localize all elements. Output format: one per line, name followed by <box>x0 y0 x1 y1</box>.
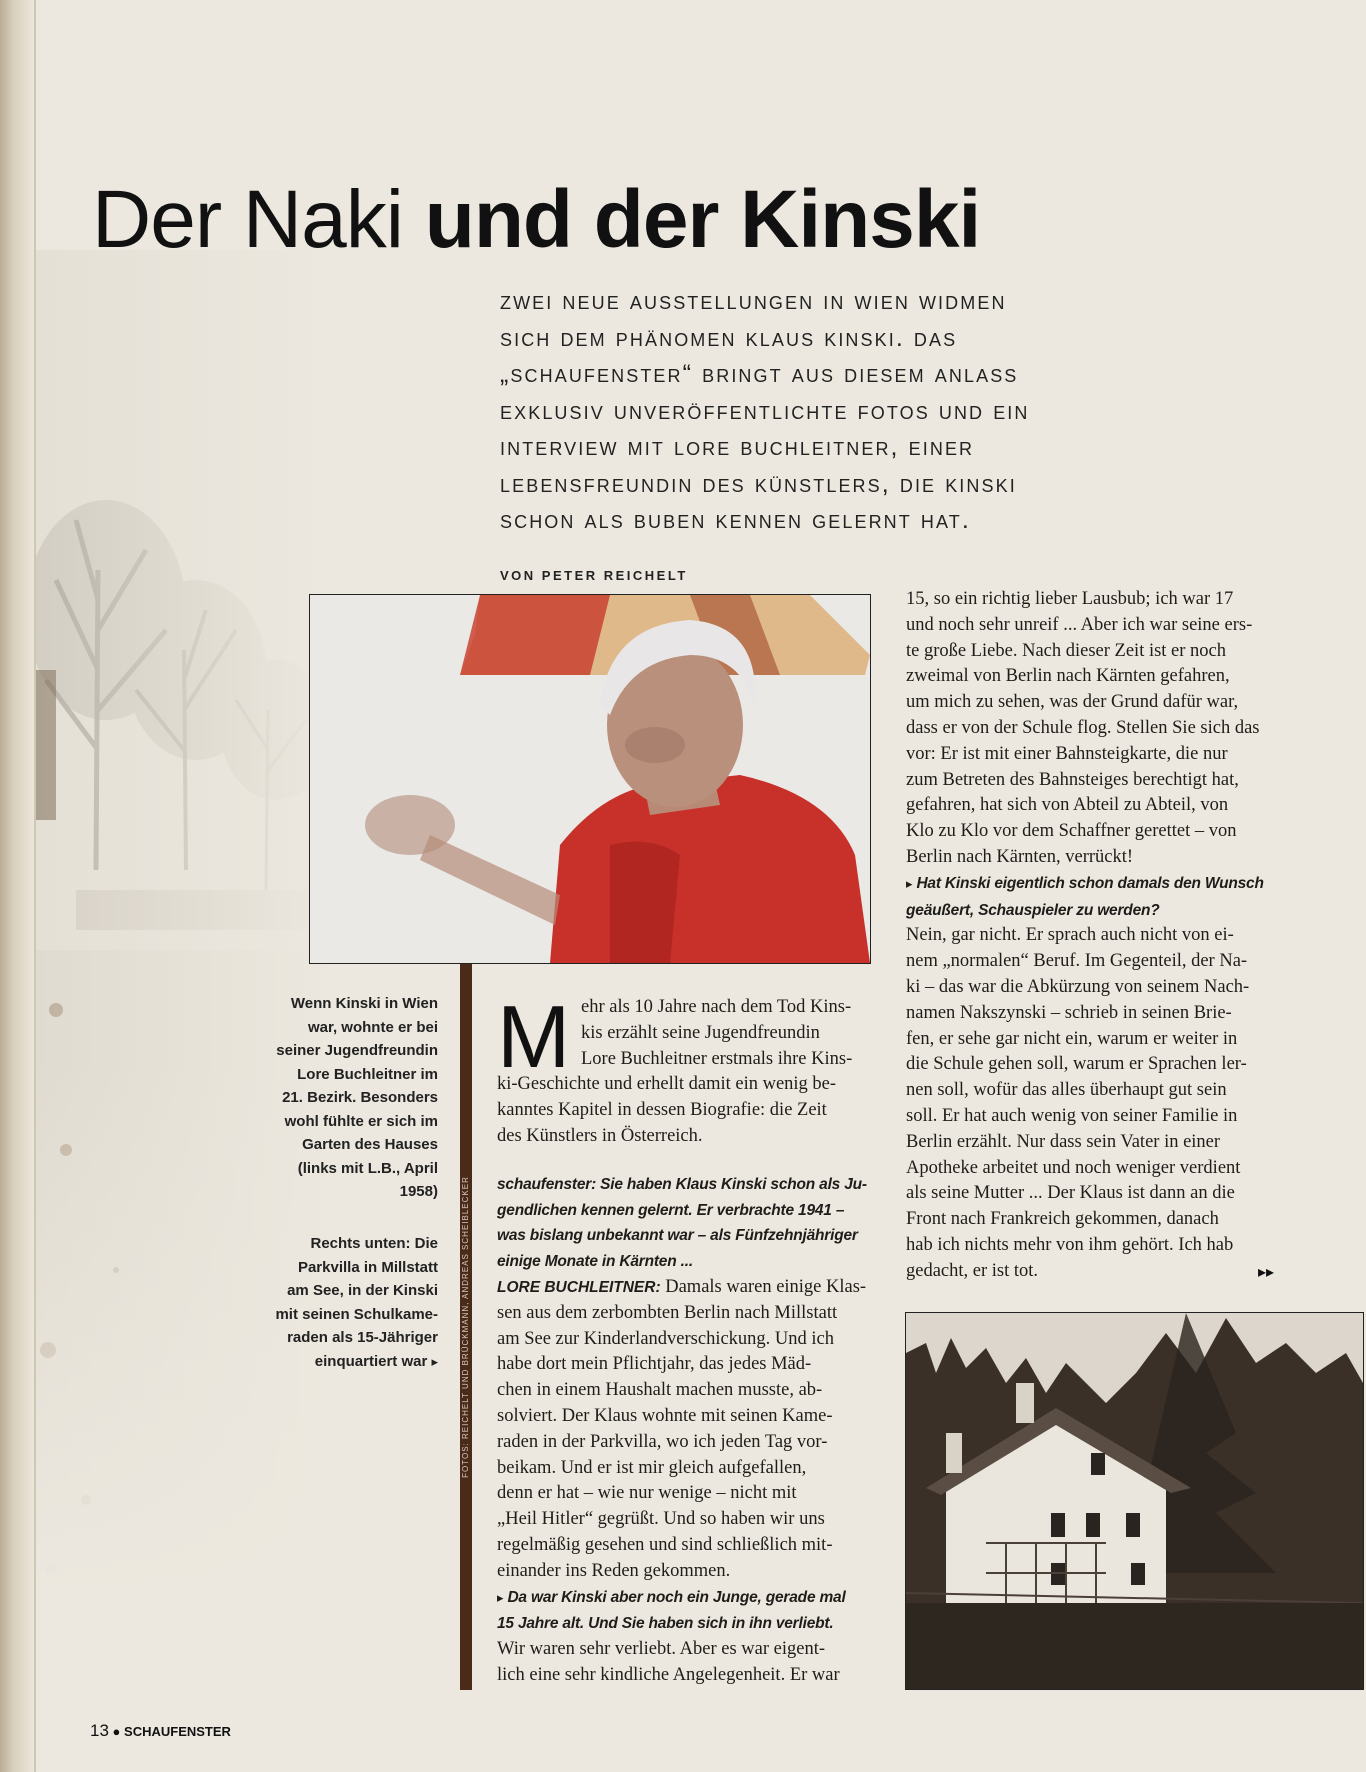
answer-line: fen, er sehe gar nicht ein, warum er weiter in <box>906 1028 1238 1049</box>
caption-line: (links mit L.B., April <box>297 1159 438 1177</box>
answer-line: namen Nakszynski – schrieb in seinen Brie- <box>906 1002 1232 1023</box>
text-line: kanntes Kapitel in dessen Biografie: die Zeit <box>497 1100 827 1121</box>
answer-line: als seine Mutter ... Der Klaus ist dann an die <box>906 1183 1235 1204</box>
page-number: 13 <box>90 1721 109 1740</box>
caption-arrow-icon: ▸ <box>431 1354 438 1370</box>
photo-credit: FOTOS: REICHELT UND BRÜCKMANN, ANDREAS SCHEIBLECKER <box>461 1176 470 1478</box>
article-column-middle <box>497 987 887 1689</box>
answer-line: um mich zu sehen, was der Grund dafür war, <box>906 692 1239 713</box>
answer-line: Apotheke arbeitet und noch weniger verdient <box>906 1157 1241 1178</box>
lead-line: schon als buben kennen gelernt hat. <box>500 506 971 534</box>
caption-line: Lore Buchleitner im <box>297 1065 438 1083</box>
headline <box>92 170 992 270</box>
drop-cap: M <box>497 987 571 1086</box>
question-line: was bislang unbekannt war – als Fünfzehnjähriger <box>497 1227 858 1245</box>
continue-arrow-icon: ▸▸ <box>1258 1262 1275 1281</box>
answer-line: Berlin nach Kärnten, verrückt! <box>906 846 1134 867</box>
caption-line: raden als 15-Jähriger <box>287 1329 438 1346</box>
headline-bold: und der Kinski <box>424 174 981 265</box>
answer-line: Nein, gar nicht. Er sprach auch nicht von ei- <box>906 925 1234 946</box>
answer-line: 15, so ein richtig lieber Lausbub; ich war 17 <box>906 589 1234 609</box>
answer-line: Klo zu Klo vor dem Schaffner gerettet – von <box>906 821 1237 842</box>
question-line: geäußert, Schauspieler zu werden? <box>906 901 1160 919</box>
caption-line: Wenn Kinski in Wien <box>290 995 438 1012</box>
answer-line: Front nach Frankreich gekommen, danach <box>906 1209 1219 1230</box>
lead-line: interview mit lore buchleitner, einer <box>500 433 975 461</box>
caption-line: 21. Bezirk. Besonders <box>282 1089 438 1106</box>
publication-name: SCHAUFENSTER <box>124 1724 231 1739</box>
lead-paragraph <box>500 283 1080 539</box>
lead-line: exklusiv unveröffentlichte fotos und ein <box>500 396 1030 425</box>
interview-answer-1 <box>497 1275 887 1585</box>
interview-question-1 <box>497 1172 887 1275</box>
caption-line: Rechts unten: Die <box>310 1235 438 1252</box>
text-line: ki-Geschichte und erhellt damit ein wenig be- <box>497 1074 837 1095</box>
answer-line: habe dort mein Pflichtjahr, das jedes Mäd- <box>497 1354 812 1375</box>
answer-line: gedacht, er ist tot. <box>906 1260 1039 1281</box>
answer-line <box>497 1275 887 1301</box>
answer-line: Berlin erzählt. Nur dass sein Vater in einer <box>906 1131 1221 1152</box>
text-line: ehr als 10 Jahre nach dem Tod Kins- <box>581 997 852 1017</box>
caption-villa <box>250 1232 438 1374</box>
portrait-photo <box>309 594 871 964</box>
answer-line: die Schule gehen soll, warum er Sprachen ler- <box>906 1054 1247 1075</box>
caption-line-text: einquartiert war <box>314 1352 428 1370</box>
question-text: Da war Kinski aber noch ein Junge, gerade mal <box>507 1588 846 1606</box>
villa-photo <box>905 1312 1364 1690</box>
answer-line: und noch sehr unreif ... Aber ich war seine ers- <box>906 614 1253 635</box>
question-marker-icon: ▸ <box>906 876 913 892</box>
answer-line: dass er von der Schule flog. Stellen Sie sich das <box>906 717 1260 738</box>
headline-light: Der Naki <box>92 174 403 265</box>
speaker-label: LORE BUCHLEITNER: <box>497 1278 661 1296</box>
caption-line: seiner Jugendfreundin <box>276 1042 438 1059</box>
question-line <box>906 871 1286 898</box>
caption-line: wohl fühlte er sich im <box>284 1112 438 1130</box>
answer-line: zum Betreten des Bahnsteiges berechtigt hat, <box>906 769 1239 790</box>
lead-line: „schaufenster“ bringt aus diesem anlass <box>500 360 1019 388</box>
answer-line: solviert. Der Klaus wohnte mit seinen Kame- <box>497 1405 833 1426</box>
interview-question-3 <box>906 871 1286 924</box>
answer-line: vor: Er ist mit einer Bahnsteigkarte, die nur <box>906 743 1228 764</box>
answer-line: gefahren, hat sich von Abteil zu Abteil, von <box>906 795 1229 816</box>
answer-line: nem „normalen“ Beruf. Im Gegenteil, der Na- <box>906 951 1248 972</box>
answer-line: ki – das war die Abkürzung von seinem Nach- <box>906 976 1250 997</box>
question-line <box>497 1585 887 1612</box>
answer-line: raden in der Parkvilla, wo ich jeden Tag vor- <box>497 1431 828 1452</box>
question-marker-icon: ▸ <box>497 1590 504 1606</box>
answer-line: zweimal von Berlin nach Kärnten gefahren, <box>906 666 1230 687</box>
answer-line: regelmäßig gesehen und sind schließlich mit- <box>497 1534 833 1555</box>
interview-answer-2 <box>497 1637 887 1689</box>
question-line: schaufenster: Sie haben Klaus Kinski schon als Ju- <box>497 1175 867 1193</box>
caption-line: am See, in der Kinski <box>287 1282 438 1299</box>
answer-line: denn er hat – wie nur wenige – nicht mit <box>497 1483 797 1504</box>
interview-answer-2-continued <box>906 587 1286 871</box>
answer-line: nen soll, wofür das alles überhaupt gut sein <box>906 1080 1227 1101</box>
paragraph-gap <box>497 1150 887 1172</box>
interview-answer-3 <box>906 923 1286 1284</box>
answer-line: „Heil Hitler“ gegrüßt. Und so haben wir uns <box>497 1509 825 1530</box>
text-line: des Künstlers in Österreich. <box>497 1125 703 1146</box>
question-line: gendlichen kennen gelernt. Er verbrachte 1941 – <box>497 1201 845 1219</box>
caption-line: war, wohnte er bei <box>307 1018 438 1036</box>
answer-line: chen in einem Haushalt machen musste, ab- <box>497 1380 823 1401</box>
answer-line: beikam. Und er ist mir gleich aufgefallen, <box>497 1457 807 1478</box>
article-intro <box>497 987 887 1150</box>
question-text: Hat Kinski eigentlich schon damals den Wunsch <box>916 874 1264 892</box>
lead-line: zwei neue ausstellungen in wien widmen <box>500 287 1007 315</box>
background-garden-photo <box>36 250 336 1600</box>
text-line: kis erzählt seine Jugendfreundin <box>581 1022 820 1043</box>
question-line: einige Monate in Kärnten ... <box>497 1253 693 1271</box>
interview-question-2 <box>497 1585 887 1638</box>
caption-line: Parkvilla in Millstatt <box>297 1258 438 1276</box>
caption-line: Garten des Hauses <box>302 1136 438 1153</box>
text-line: Lore Buchleitner erstmals ihre Kins- <box>581 1048 853 1069</box>
article-column-right <box>906 587 1286 1285</box>
answer-line: lich eine sehr kindliche Angelegenheit. Er war <box>497 1664 840 1685</box>
page-footer <box>90 1721 231 1741</box>
answer-text: Damals waren einige Klas- <box>665 1276 867 1297</box>
answer-line: am See zur Kinderlandverschickung. Und ich <box>497 1328 835 1349</box>
caption-line: 1958) <box>399 1183 438 1200</box>
caption-line <box>250 1350 438 1375</box>
caption-line: mit seinen Schulkame- <box>275 1305 438 1323</box>
byline: VON PETER REICHELT <box>500 568 688 583</box>
bullet-icon: ● <box>112 1724 121 1739</box>
page-fold <box>0 0 34 1772</box>
caption-portrait <box>250 992 438 1204</box>
answer-line: soll. Er hat auch wenig von seiner Familie in <box>906 1105 1238 1126</box>
answer-line: einander ins Reden gekommen. <box>497 1560 731 1581</box>
question-line: 15 Jahre alt. Und Sie haben sich in ihn verliebt. <box>497 1615 834 1633</box>
answer-line: hab ich nichts mehr von ihm gehört. Ich hab <box>906 1234 1234 1255</box>
answer-line: te große Liebe. Nach dieser Zeit ist er noch <box>906 640 1227 661</box>
lead-line: lebensfreundin des künstlers, die kinski <box>500 469 1017 498</box>
answer-line: sen aus dem zerbombten Berlin nach Millstatt <box>497 1302 838 1323</box>
lead-line: sich dem phänomen klaus kinski. das <box>500 323 958 352</box>
answer-line: Wir waren sehr verliebt. Aber es war eigent- <box>497 1639 826 1660</box>
